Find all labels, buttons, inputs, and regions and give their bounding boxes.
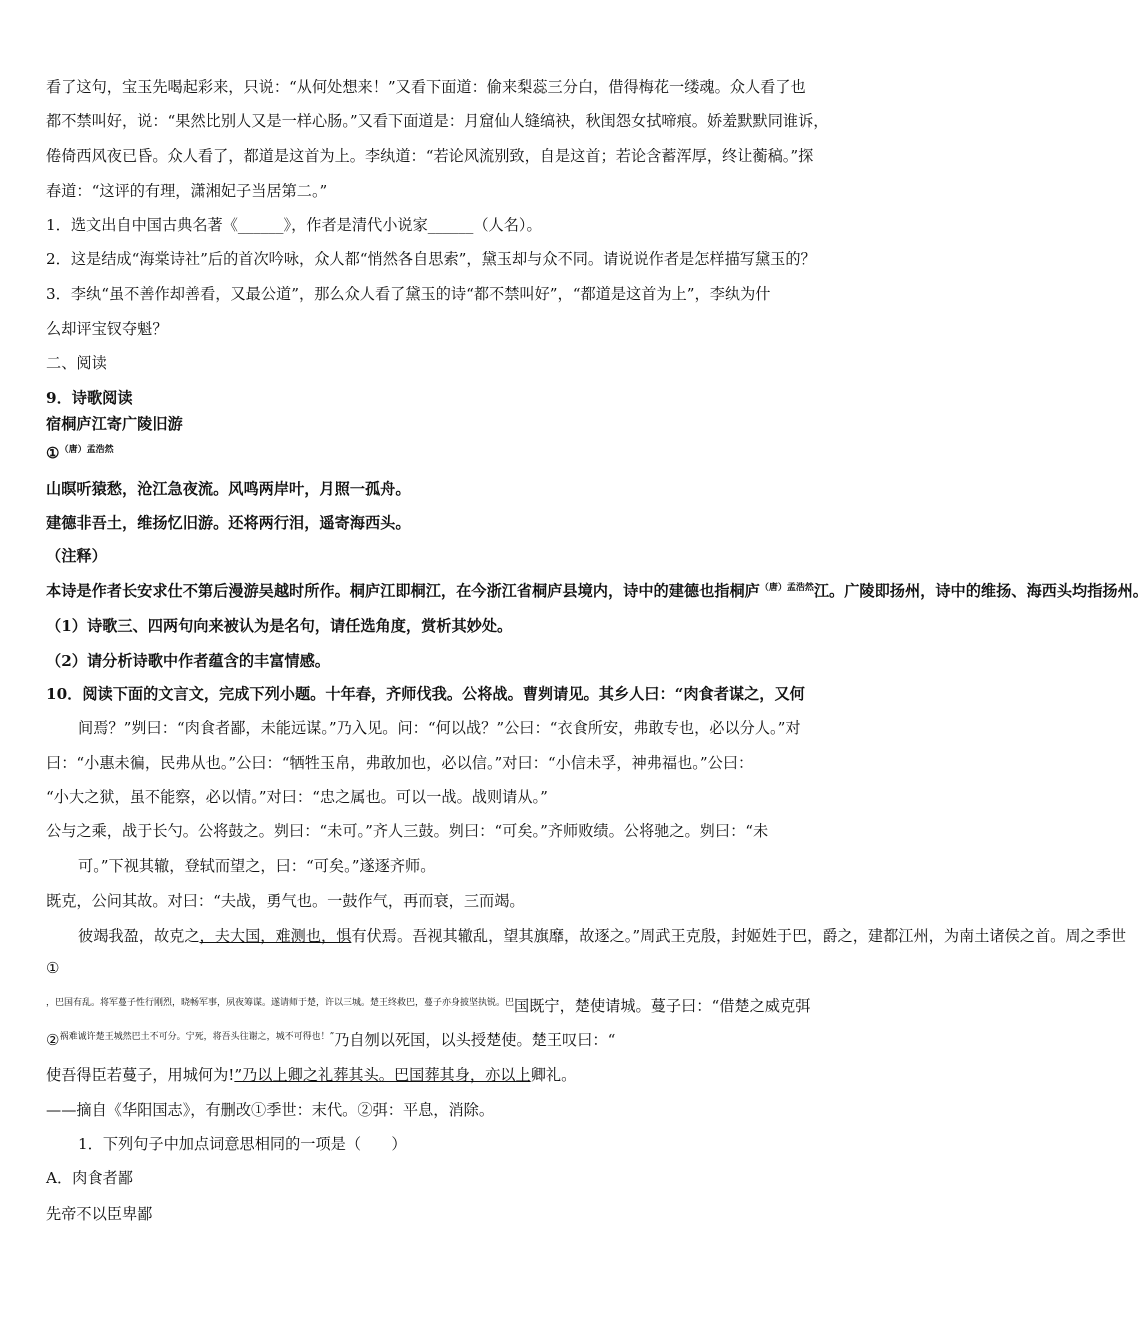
poem-verse-1: 建德非吾土，维扬忆旧游。还将两行泪，遥寄海西头。 (46, 514, 411, 532)
question-3-line-1: 么却评宝钗夺魁？ (46, 320, 168, 338)
poem-annotation-line-2: （1）诗歌三、四两句向来被认为是名句，请任选角度，赏析其妙处。 (46, 617, 513, 635)
poem-question-1: （2）请分析诗歌中作者蕴含的丰富情感。 (46, 652, 330, 670)
classical-text-line-5: 可。”下视其辙，登轼而望之，曰：“可矣。”遂逐齐师。 (78, 857, 436, 875)
question-9-heading: 宿桐庐江寄广陵旧游 (46, 415, 183, 433)
question-3-line-2: 二、阅读 (46, 354, 107, 372)
section-heading-reading: 9．诗歌阅读 (46, 389, 133, 407)
passage-line-1: 看了这句，宝玉先喝起彩来，只说：“从何处想来！”又看下面道：偷来梨蕊三分白，借得梅花一缕魂。众人看了也 (46, 78, 806, 96)
classical-text-line-1: 间焉？”刿曰：“肉食者鄙，未能远谋。”乃入见。问：“何以战？”公曰：“衣食所安，弗敢专也，必以分人。”对 (78, 719, 801, 737)
passage-line-5: 1．选文出自中国古典名著《______》，作者是清代小说家______（人名）。 (46, 216, 542, 234)
question-1: 2．这是结成“海棠诗社”后的首次吟咏，众人都“悄然各自思索”，黛玉却与众不同。请说说作者是怎样描写黛玉的？ (46, 250, 816, 268)
footnote-mark-1: （唐）孟浩然 (59, 445, 114, 455)
classical-text-line-9: $^{,巴国有乱。将军蔓子性行刚烈,晓畅军事,夙夜筹谋。遂请师于楚,许以三城。楚王终救巴,蔓子亦身披坚执锐。巴}$国既宁，楚使请城。蔓子曰：“借楚之威克弭 (46, 997, 811, 1015)
classical-text-line-2: 曰：“小惠未徧，民弗从也。”公曰：“牺牲玉帛，弗敢加也，必以信。”对曰：“小信未孚，神弗福也。”公曰： (46, 754, 754, 772)
classical-text-line-8: ① (46, 959, 60, 977)
poem-annotation-line-1: 本诗是作者长安求仕不第后漫游吴越时所作。桐庐江即桐江，在今浙江省桐庐县境内，诗中的建德也指桐庐$^{(唐)孟浩然}$江。广陵即扬州，诗中的维扬、海西头均指扬州。 (46, 582, 1148, 600)
poem-title: ①$^{(唐)孟浩然}$ (46, 444, 114, 462)
passage-line-2: 都不禁叫好，说：“果然比别人又是一样心肠。”又看下面道是：月窟仙人缝缟袂，秋闺怨女拭啼痕。娇羞默默同谁诉， (46, 112, 829, 130)
underlined-sentence-2: ”乃以上卿之礼葬其头。巴国葬其身，亦以上 (234, 1066, 531, 1084)
classical-text-line-10: ②$^{祸难诚许楚王城然巴土不可分。宁死,将吾头往谢之,城不可得也!”}$乃自刎以死国，以头授楚使。楚王叹曰：“ (46, 1031, 616, 1049)
classical-text-line-7: 彼竭我盈，故克之，夫大国，难测也，惧有伏焉。吾视其辙乱，望其旗靡，故逐之。”周武王克殷，封姬姓于巴，爵之，建都江州，为南土诸侯之首。周之季世 (78, 927, 1127, 945)
classical-text-line-6: 既克，公问其故。对曰：“夫战，勇气也。一鼓作气，再而衰，三而竭。 (46, 892, 525, 910)
poem-verse-2: （注释） (46, 547, 107, 565)
poem-question-2: 10．阅读下面的文言文，完成下列小题。十年春，齐师伐我。公将战。曹刿请见。其乡人曰：“肉食者谋之，又何 (46, 685, 805, 703)
subquestion-1: A．肉食者鄙 (46, 1169, 133, 1187)
option-a (46, 1203, 200, 1224)
source-citation: 1．下列句子中加点词意思相同的一项是（ ） (78, 1135, 407, 1153)
underlined-sentence-1: ，夫大国，难测也，惧 (199, 927, 352, 945)
poem-author: 山暝听猿愁，沧江急夜流。风鸣两岸叶，月照一孤舟。 (46, 480, 411, 498)
passage-line-3: 倦倚西风夜已昏。众人看了，都道是这首为上。李纨道：“若论风流别致，自是这首；若论含蓄浑厚，终让蘅稿。”探 (46, 147, 814, 165)
classical-text-line-4: 公与之乘，战于长勺。公将鼓之。刿曰：“未可。”齐人三鼓。刿曰：“可矣。”齐师败绩。公将驰之。刿曰：“未 (46, 822, 769, 840)
footnote-mark-2: ，巴国有乱。将军蔓子性行刚烈，晓畅军事，夙夜筹谋。遂请师于楚，许以三城。楚王终救巴，蔓子亦身披坚执锐。巴 (46, 998, 515, 1008)
classical-text-line-3: “小大之狱，虽不能察，必以情。”对曰：“忠之属也。可以一战。战则请从。” (46, 788, 548, 806)
question-2: 3．李纨“虽不善作却善看，又最公道”，那么众人看了黛玉的诗“都不禁叫好”，“都道是这首为上”，李纨为什 (46, 285, 771, 303)
option-a-left: 先帝不以臣卑鄙 (46, 1205, 153, 1223)
passage-line-4: 春道：“这评的有理，潇湘妃子当居第二。” (46, 182, 328, 200)
footnote-mark-3: 祸难诚许楚王城然巴土不可分。宁死，将吾头往谢之，城不可得也！” (59, 1032, 335, 1042)
classical-text-line-11: 使吾得臣若蔓子，用城何为!”乃以上卿之礼葬其头。巴国葬其身，亦以上卿礼。 (46, 1066, 577, 1084)
classical-text-line-12: ——摘自《华阳国志》，有删改①季世：末代。②弭：平息，消除。 (46, 1101, 495, 1119)
